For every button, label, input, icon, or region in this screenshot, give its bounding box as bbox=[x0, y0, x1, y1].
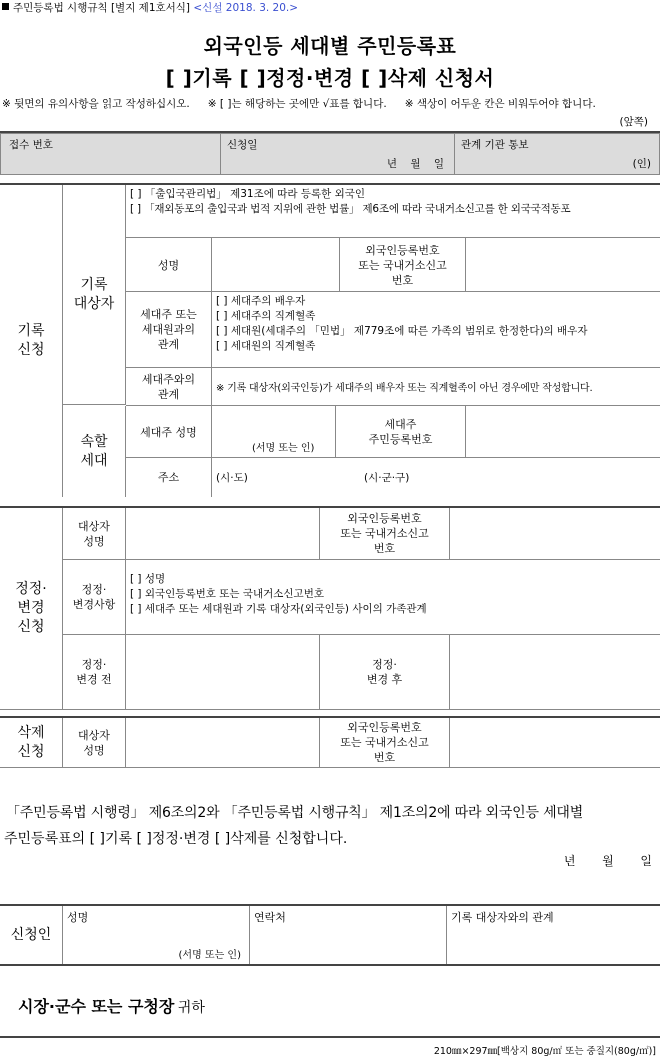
relation-option-3[interactable]: [ ] 세대원(세대주의 「민법」 제779조에 따른 가족의 범위로 한정한다)의 배우자 bbox=[216, 325, 588, 337]
title-line1: 외국인등 세대별 주민등록표 bbox=[203, 34, 457, 58]
record-hh-reg-no-field[interactable] bbox=[466, 406, 660, 458]
statement-date: 년 월 일 bbox=[563, 854, 652, 868]
record-relation-options bbox=[216, 294, 660, 354]
correct-section-label: 정정· 변경 신청 bbox=[0, 508, 63, 709]
record-address-sigungu: (시·군·구) bbox=[364, 472, 410, 484]
correct-target-row bbox=[63, 508, 660, 560]
delete-section bbox=[0, 718, 660, 768]
delete-reg-no-label: 외국인등록번호 또는 국내거소신고 번호 bbox=[320, 718, 450, 767]
apply-date-cell bbox=[221, 134, 455, 175]
record-option-1[interactable]: [ ] 「출입국관리법」 제31조에 따라 등록한 외국인 bbox=[130, 188, 366, 200]
applicant-name-label: 성명 bbox=[67, 911, 89, 924]
applicant-contact-cell[interactable] bbox=[250, 906, 447, 964]
record-name-label: 성명 bbox=[126, 238, 212, 292]
applicant-relation-label: 기록 대상자와의 관계 bbox=[451, 911, 554, 924]
apply-date-label: 신청일 bbox=[227, 139, 258, 151]
correct-items-row bbox=[63, 560, 660, 635]
note-3: ※ 색상이 어두운 칸은 비워두어야 합니다. bbox=[404, 98, 596, 110]
form-reference bbox=[2, 0, 298, 15]
record-reg-no-label: 외국인등록번호 또는 국내거소신고 번호 bbox=[340, 238, 466, 292]
receipt-table bbox=[0, 133, 660, 175]
record-hh-relation-row bbox=[126, 368, 660, 405]
relation-option-2[interactable]: [ ] 세대주의 직계혈족 bbox=[216, 310, 316, 322]
record-reg-no-field[interactable] bbox=[466, 238, 660, 292]
correct-items-options bbox=[130, 572, 427, 617]
agency-notice-label: 관계 기관 통보 bbox=[461, 139, 529, 151]
front-side-label: (앞쪽) bbox=[619, 116, 648, 128]
receipt-no-cell bbox=[1, 134, 221, 175]
divider bbox=[0, 1036, 660, 1038]
delete-reg-no-field[interactable] bbox=[450, 718, 660, 767]
note-1: ※ 뒷면의 유의사항을 읽고 작성하십시오. bbox=[2, 98, 190, 110]
paper-spec: 210㎜×297㎜[백상지 80g/㎡ 또는 중질지(80g/㎡)] bbox=[433, 1046, 656, 1057]
correct-item-3[interactable]: [ ] 세대주 또는 세대원과 기록 대상자(외국인등) 사이의 가족관계 bbox=[130, 603, 427, 615]
record-address-row bbox=[126, 458, 660, 497]
delete-section-label: 삭제 신청 bbox=[0, 718, 63, 767]
applicant-contact-label: 연락처 bbox=[254, 911, 286, 924]
record-relation-row bbox=[126, 292, 660, 368]
square-bullet-icon bbox=[2, 3, 9, 10]
statement-line-2: 주민등록표의 [ ]기록 [ ]정정·변경 [ ]삭제를 신청합니다. bbox=[4, 831, 348, 847]
correct-before-label: 정정· 변경 전 bbox=[63, 635, 126, 709]
correct-items-label: 정정· 변경사항 bbox=[63, 560, 126, 634]
record-belong-label: 속할 세대 bbox=[63, 406, 126, 497]
correct-before-after-row bbox=[63, 635, 660, 709]
record-section bbox=[0, 185, 660, 497]
agency-notice-cell bbox=[455, 134, 660, 175]
relation-option-1[interactable]: [ ] 세대주의 배우자 bbox=[216, 295, 306, 307]
addressee-main: 시장·군수 또는 구청장 bbox=[18, 997, 175, 1016]
record-hh-name-label: 세대주 성명 bbox=[126, 406, 212, 458]
record-address-label: 주소 bbox=[126, 458, 212, 497]
seal-mark: (인) bbox=[632, 158, 651, 170]
statement-line-1: 「주민등록법 시행령」 제6조의2와 「주민등록법 시행규칙」 제1조의2에 따라 외국인등 세대별 bbox=[6, 805, 584, 821]
correct-reg-no-label: 외국인등록번호 또는 국내거소신고 번호 bbox=[320, 508, 450, 559]
receipt-no-label: 접수 번호 bbox=[9, 139, 53, 151]
relation-option-4[interactable]: [ ] 세대원의 직계혈족 bbox=[216, 340, 316, 352]
applicant-section bbox=[0, 906, 660, 966]
applicant-sign: (서명 또는 인) bbox=[178, 950, 241, 961]
new-mark: <신설 2018. 3. 20.> bbox=[193, 2, 299, 14]
addressee-suffix: 귀하 bbox=[177, 1000, 205, 1016]
record-name-field[interactable] bbox=[212, 238, 340, 292]
note-2: ※ [ ]는 해당하는 곳에만 √표를 합니다. bbox=[207, 98, 387, 110]
correct-target-name-label: 대상자 성명 bbox=[63, 508, 126, 559]
record-relation-label: 세대주 또는 세대원과의 관계 bbox=[126, 292, 212, 367]
correct-item-1[interactable]: [ ] 성명 bbox=[130, 573, 166, 585]
correct-after-field[interactable] bbox=[450, 635, 660, 709]
record-name-row bbox=[126, 237, 660, 292]
record-target-label: 기록 대상자 bbox=[63, 185, 126, 405]
form-ref-text: 주민등록법 시행규칙 [별지 제1호서식] bbox=[13, 2, 191, 14]
correct-after-label: 정정· 변경 후 bbox=[320, 635, 450, 709]
record-hh-relation-note: ※ 기록 대상자(외국인등)가 세대주의 배우자 또는 직계혈족이 아닌 경우에만 작성합니다. bbox=[216, 383, 593, 394]
correct-reg-no-field[interactable] bbox=[450, 508, 660, 559]
title-line2: [ ]기록 [ ]정정·변경 [ ]삭제 신청서 bbox=[165, 66, 495, 90]
notes bbox=[2, 96, 596, 111]
record-hh-reg-no-label: 세대주 주민등록번호 bbox=[336, 406, 466, 458]
record-options bbox=[126, 187, 660, 231]
applicant-label: 신청인 bbox=[0, 906, 63, 964]
correct-before-field[interactable] bbox=[126, 635, 320, 709]
record-hh-relation-label: 세대주와의 관계 bbox=[126, 368, 212, 405]
delete-target-name-label: 대상자 성명 bbox=[63, 718, 126, 767]
applicant-relation-cell[interactable] bbox=[447, 906, 660, 964]
addressee bbox=[18, 994, 205, 1017]
correct-section bbox=[0, 508, 660, 710]
record-section-label: 기록 신청 bbox=[0, 185, 63, 497]
record-hh-name-row bbox=[126, 405, 660, 458]
applicant-name-cell[interactable] bbox=[63, 906, 250, 964]
record-option-2[interactable]: [ ] 「재외동포의 출입국과 법적 지위에 관한 법률」 제6조에 따라 국내거소신고를 한 외국국적동포 bbox=[130, 203, 571, 215]
apply-date-format: 년 월 일 bbox=[386, 158, 444, 170]
delete-target-name-field[interactable] bbox=[126, 718, 320, 767]
record-hh-sign: (서명 또는 인) bbox=[252, 443, 315, 454]
record-hh-name-field[interactable] bbox=[212, 406, 336, 458]
correct-item-2[interactable]: [ ] 외국인등록번호 또는 국내거소신고번호 bbox=[130, 588, 324, 600]
correct-target-name-field[interactable] bbox=[126, 508, 320, 559]
record-address-sido: (시·도) bbox=[216, 472, 248, 484]
